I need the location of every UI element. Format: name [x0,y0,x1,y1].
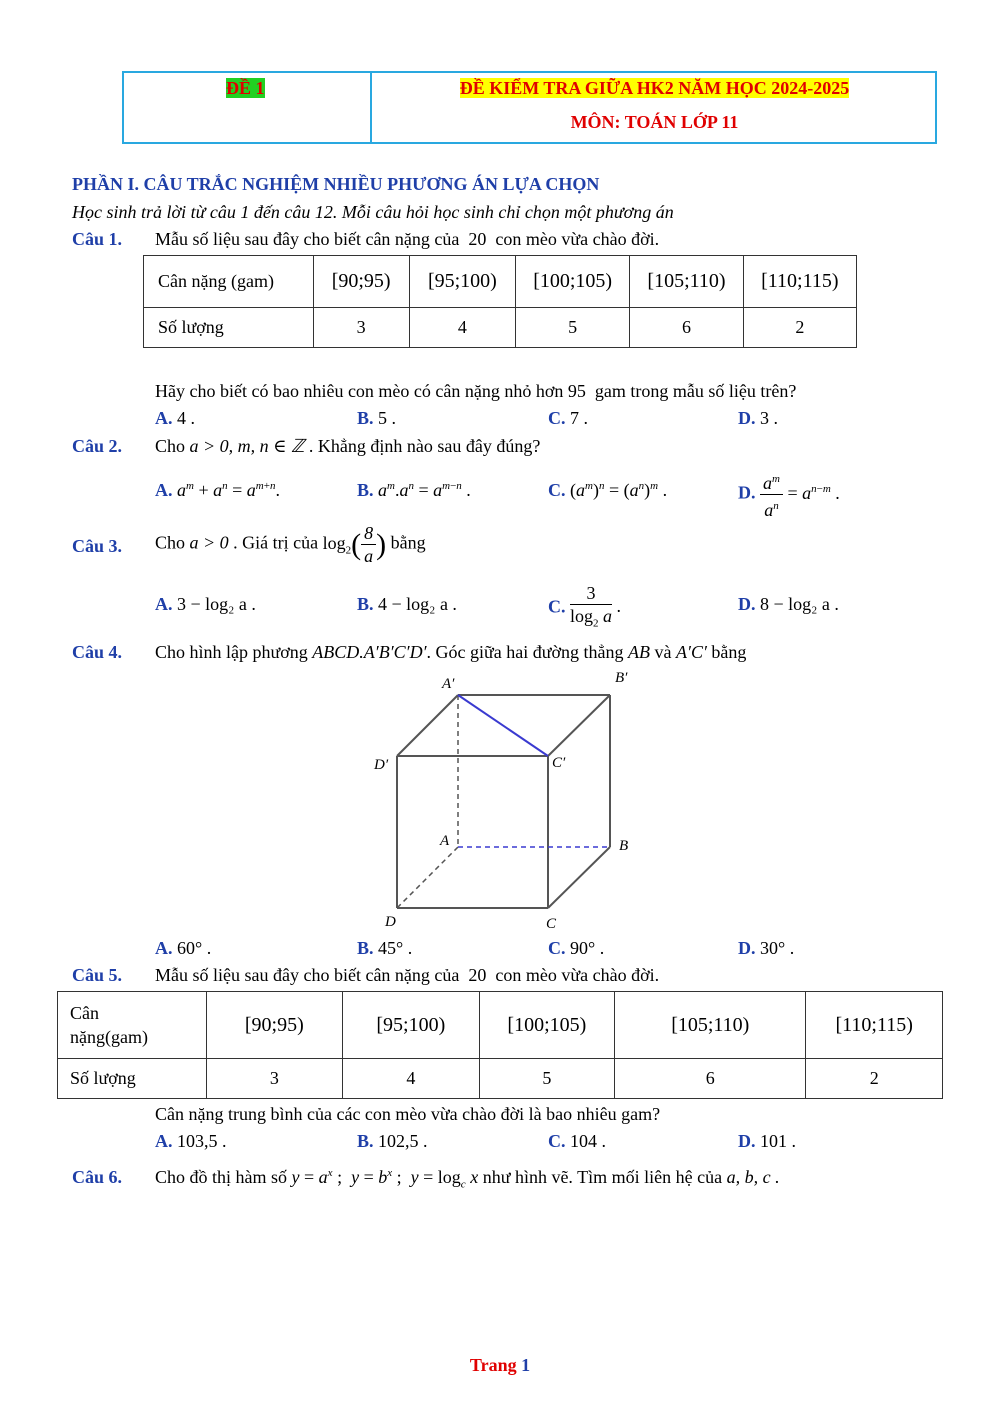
option-letter: A. [155,480,173,500]
q2-text-post: . Khẳng định nào sau đây đúng? [308,436,541,456]
q1-question: Hãy cho biết có bao nhiêu con mèo có cân nặng nhỏ hơn 95 gam trong mẫu số liệu trên? [155,381,797,401]
q5-option-d: 101 . [760,1131,796,1151]
vertex-c: C [546,916,557,932]
q6-text-post: như hình vẽ. Tìm mối liên hệ của [482,1167,723,1187]
q4-and: và [654,642,672,662]
vertex-a1: A′ [442,676,455,692]
q3-text-mid: . Giá trị của [233,532,319,553]
q3-option-b: 4 − log₂ a . [378,594,457,614]
option-letter: C. [548,408,566,428]
q6-functions: $y = a^x$ ; $y = b^x$ ; $y = \log_c x$ [291,1167,479,1191]
q5-option-b: 102,5 . [378,1131,428,1151]
q1-interval: [90;95) [313,256,409,308]
edge-ad [397,847,458,908]
header-box [122,71,937,144]
vertex-b1: B′ [615,670,628,686]
vertex-d1: D′ [374,757,389,773]
q1-count: 4 [409,308,515,348]
page-footer [0,1355,1000,1376]
edge-cb [548,847,610,908]
q1-table [143,255,857,348]
q1-count: 6 [630,308,743,348]
option-letter: A. [155,938,173,958]
q4-option-d: 30° . [760,938,795,958]
option-letter: A. [155,408,173,428]
q5-count: 4 [343,1059,480,1099]
q5-label: Câu 5. [72,965,123,985]
edge-a1c1 [458,695,548,756]
q6-vars: a, b, c . [726,1167,780,1187]
q1-count: 3 [313,308,409,348]
q3-label: Câu 3. [72,536,123,556]
q1-option-a: 4 . [177,408,195,428]
option-letter: C. [548,1131,566,1151]
edge-d1a1 [397,695,458,756]
option-letter: D. [738,938,756,958]
option-letter: A. [155,594,173,614]
q1-head-weight: Cân nặng (gam) [144,256,314,308]
q5-head-count: Số lượng [58,1059,207,1099]
q5-head-weight: Cân nặng(gam) [58,992,207,1059]
option-letter: A. [155,1131,173,1151]
q4-option-c: 90° . [570,938,605,958]
exam-subject: MÔN: TOÁN LỚP 11 [570,112,739,132]
option-letter: D. [738,482,756,503]
q3-option-a: 3 − log₂ a . [177,594,256,614]
q1-interval: [105;110) [630,256,743,308]
q3-condition: a > 0 [189,532,229,553]
q5-interval: [90;95) [206,992,342,1059]
q5-interval: [110;115) [806,992,943,1059]
exam-code: ĐỀ 1 [226,78,265,98]
part-instruction: Học sinh trả lời từ câu 1 đến câu 12. Mỗi câu hỏi học sinh chỉ chọn một phương án [72,202,674,222]
q5-text: Mẫu số liệu sau đây cho biết cân nặng của 20 con mèo vừa chào đời. [155,965,660,985]
q4-line1: AB [628,642,651,662]
part-title: PHẦN I. CÂU TRẮC NGHIỆM NHIỀU PHƯƠNG ÁN LỰA CHỌN [72,174,600,194]
vertex-c1: C′ [552,755,566,771]
q4-line2: A′C′ [676,642,707,662]
q4-text-pre: Cho hình lập phương [155,642,308,662]
q6-text-pre: Cho đồ thị hàm số [155,1167,288,1187]
option-letter: B. [357,408,374,428]
q4-option-b: 45° . [378,938,413,958]
page-number: 1 [521,1355,531,1375]
footer-label: Trang [469,1355,517,1375]
cube-figure [360,665,650,935]
q2-option-b: $a^m.a^n = a^{m-n}$ . [378,480,471,500]
option-letter: B. [357,594,374,614]
q5-interval: [95;100) [343,992,480,1059]
option-letter: B. [357,1131,374,1151]
q5-option-a: 103,5 . [177,1131,227,1151]
q5-count: 6 [615,1059,806,1099]
exam-title: ĐỀ KIỂM TRA GIỮA HK2 NĂM HỌC 2024-2025 [459,78,850,98]
option-letter: C. [548,938,566,958]
q2-option-c: $(a^m)^n = (a^n)^m$ . [570,480,668,500]
q3-option-d: 8 − log₂ a . [760,594,839,614]
q1-interval: [95;100) [409,256,515,308]
option-letter: B. [357,480,374,500]
q5-count: 2 [806,1059,943,1099]
q1-label: Câu 1. [72,229,123,249]
q1-text: Mẫu số liệu sau đây cho biết cân nặng của 20 con mèo vừa chào đời. [155,229,660,249]
q6-label: Câu 6. [72,1167,123,1187]
q4-text-mid: . Góc giữa hai đường thẳng [426,642,624,662]
q4-text-post: bằng [711,642,747,662]
q5-count: 3 [206,1059,342,1099]
q1-count: 2 [743,308,856,348]
option-letter: C. [548,596,566,617]
q5-interval: [100;105) [479,992,615,1059]
q1-interval: [110;115) [743,256,856,308]
q4-label: Câu 4. [72,642,123,662]
q4-cube: ABCD.A′B′C′D′ [312,642,427,662]
option-letter: D. [738,1131,756,1151]
q2-option-a: $a^m + a^n = a^{m+n}$. [177,480,280,500]
q1-option-b: 5 . [378,408,397,428]
q1-option-d: 3 . [760,408,778,428]
q4-option-a: 60° . [177,938,212,958]
vertex-d: D [385,914,396,930]
q5-question: Cân nặng trung bình của các con mèo vừa chào đời là bao nhiêu gam? [155,1104,661,1124]
option-letter: D. [738,408,756,428]
q3-option-c: $\frac{3}{\log_2 a}$ . [570,583,622,630]
q2-option-d: $\frac{a^m}{a^n}$ = $a^{n-m}$ . [760,483,840,503]
option-letter: D. [738,594,756,614]
q5-interval: [105;110) [615,992,806,1059]
q5-table [57,991,943,1099]
edge-b1c1 [548,695,610,756]
q3-text-post: bằng [390,532,426,553]
q5-count: 5 [479,1059,615,1099]
q3-expression: $\log_2$( $\frac{8}{a}$ ) [322,523,387,566]
option-letter: C. [548,480,566,500]
q5-option-c: 104 . [570,1131,606,1151]
vertex-a: A [440,833,450,849]
q3-text-pre: Cho [155,532,186,553]
q1-option-c: 7 . [570,408,588,428]
q1-count: 5 [516,308,630,348]
option-letter: B. [357,938,374,958]
q2-condition: a > 0, m, n ∈ ℤ [189,436,305,456]
q2-label: Câu 2. [72,436,123,456]
q1-interval: [100;105) [516,256,630,308]
q1-head-count: Số lượng [144,308,314,348]
q2-text-pre: Cho [155,436,186,456]
vertex-b: B [619,838,629,854]
